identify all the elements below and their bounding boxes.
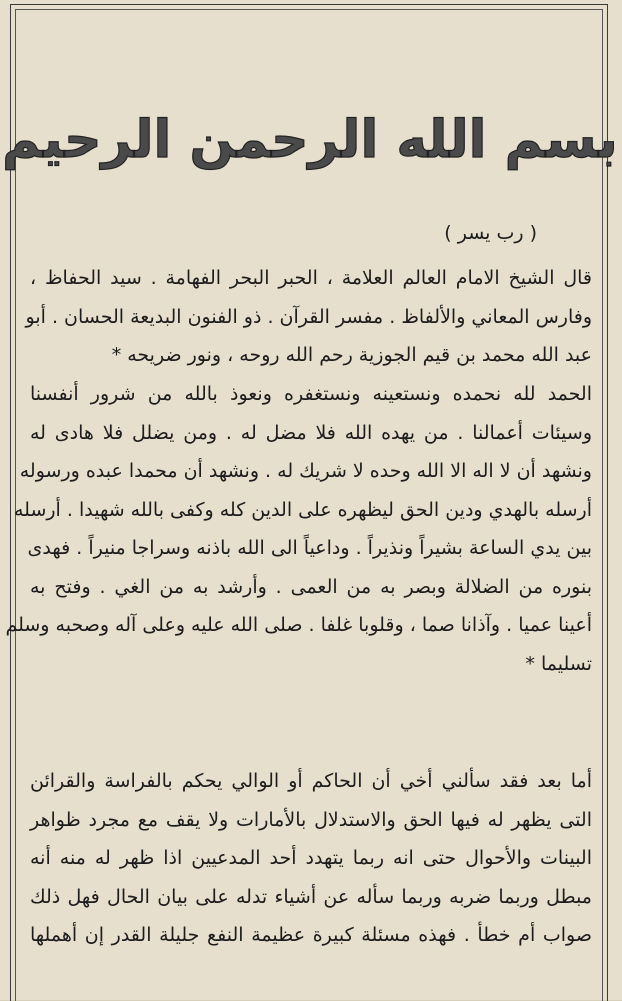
praise-line: تسليما * bbox=[525, 652, 592, 675]
basmala-heading bbox=[2, 85, 618, 195]
basmala-text: بسم الله الرحمن الرحيم bbox=[2, 110, 618, 170]
body-line: أما بعد فقد سألني أخي أن الحاكم أو الوالي يحكم بالفراسة والقرائن bbox=[30, 770, 592, 792]
body-paragraph bbox=[30, 762, 592, 955]
intro-paragraph bbox=[25, 259, 592, 375]
intro-line: وفارس المعاني والألفاظ . مفسر القرآن . ذو الفنون البديعة الحسان . أبو bbox=[25, 305, 592, 328]
subtitle: ( رب يسر ) bbox=[444, 222, 537, 244]
praise-line: بنوره من الضلالة وبصر به من العمى . وأرشد به من الغي . وفتح به bbox=[30, 575, 592, 598]
intro-line: عبد الله محمد بن قيم الجوزية رحم الله روحه ، ونور ضريحه * bbox=[111, 344, 592, 366]
body-line: مبطل وربما ضربه وربما سأله عن أشياء تدله على بيان الحال فهل ذلك bbox=[30, 885, 592, 908]
praise-paragraph bbox=[5, 375, 592, 683]
praise-line: الحمد لله نحمده ونستعينه ونستغفره ونعوذ بالله من شرور أنفسنا bbox=[30, 383, 592, 405]
body-line: البينات والأحوال حتى انه ربما يتهدد أحد المدعيين اذا ظهر له منه أنه bbox=[30, 847, 592, 869]
body-line: صواب أم خطأ . فهذه مسئلة كبيرة عظيمة النفع جليلة القدر إن أهملها bbox=[30, 924, 592, 946]
praise-line: بين يدي الساعة بشيراً ونذيراً . وداعياً الى الله باذنه وسراجا منيراً . فهدى bbox=[27, 537, 592, 559]
praise-line: أرسله بالهدي ودين الحق ليظهره على الدين كله وكفى بالله شهيدا . أرسله bbox=[13, 498, 592, 521]
praise-line: ونشهد أن لا اله الا الله وحده لا شريك له . ونشهد أن محمدا عبده ورسوله bbox=[19, 460, 592, 482]
praise-line: أعينا عميا . وآذانا صما ، وقلوبا غلفا . صلى الله عليه وعلى آله وصحبه وسلم bbox=[5, 614, 592, 636]
body-line: التى يظهر له فيها الحق والاستدلال بالأمارات ولا يقف مع مجرد ظواهر bbox=[30, 808, 592, 831]
praise-line: وسيئات أعمالنا . من يهده الله فلا مضل له . ومن يضلل فلا هادى له bbox=[30, 421, 592, 444]
intro-line: قال الشيخ الامام العالم العلامة ، الحبر البحر الفهامة . سيد الحفاظ ، bbox=[30, 267, 592, 289]
basmala-calligraphy bbox=[2, 85, 618, 195]
